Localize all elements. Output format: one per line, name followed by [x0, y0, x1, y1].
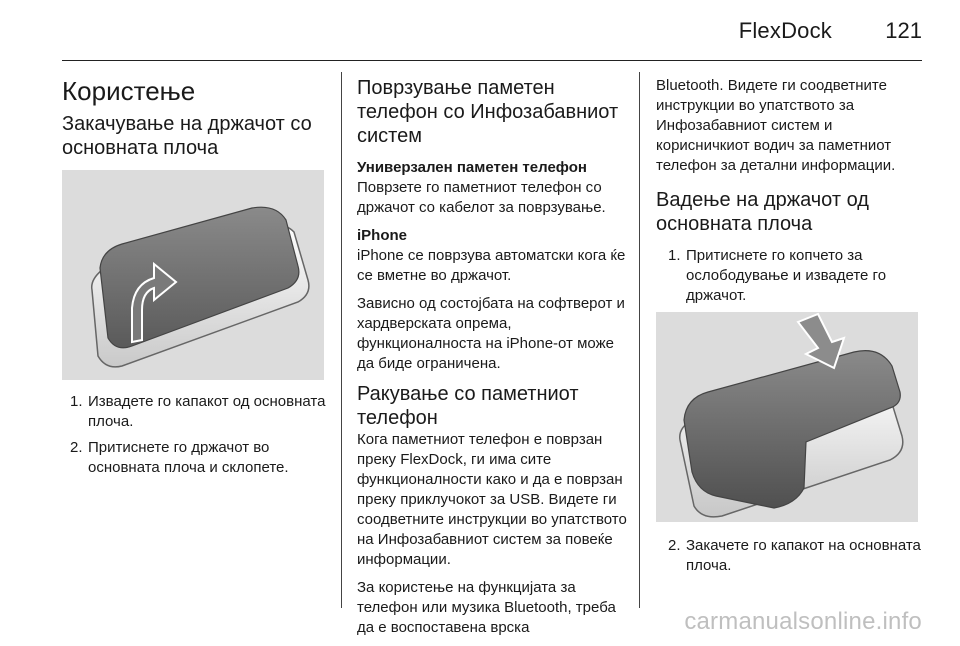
paragraph-bluetooth: За користење на функцијата за телефон или музика Bluetooth, треба да е воспоставена врска — [357, 579, 616, 636]
step-text: Извадете го капакот од основната плоча. — [88, 393, 326, 430]
step-number: 1. — [668, 247, 681, 264]
dock-holder-illustration — [656, 312, 918, 522]
step-number: 1. — [70, 393, 83, 410]
column-3 — [656, 72, 924, 582]
section-heading-usage: Користење — [62, 76, 196, 106]
removal-steps-list-continued — [656, 536, 924, 576]
dock-cover-illustration — [62, 170, 324, 380]
list-item — [62, 438, 327, 478]
step-number: 2. — [668, 537, 681, 554]
paragraph-bluetooth-continued: Bluetooth. Видете ги соодветните инструкции во упатството за Инфозабавниот систем и корисничкиот водич за паметниот телефон за детални информации. — [656, 77, 896, 174]
column-1 — [62, 72, 327, 484]
heading-smartphone-operation: Ракување со паметниот телефон — [357, 383, 579, 429]
watermark: carmanualsonline.info — [684, 608, 922, 635]
step-text: Притиснете го држачот во основната плоча и склопете. — [88, 439, 289, 476]
list-item — [656, 536, 924, 576]
list-item — [656, 246, 924, 306]
paragraph-iphone: iPhone се поврзува автоматски кога ќе се вметне во држачот. — [357, 247, 626, 284]
subheading-iphone: iPhone — [357, 227, 408, 244]
column-divider-2 — [639, 72, 640, 608]
header-rule — [62, 60, 922, 61]
attach-steps-list — [62, 392, 327, 478]
list-item — [62, 392, 327, 432]
subheading-universal-smartphone: Универзален паметен телефон — [357, 159, 587, 176]
step-text: Закачете го капакот на основната плоча. — [686, 537, 921, 574]
column-divider-1 — [341, 72, 342, 608]
step-number: 2. — [70, 439, 83, 456]
removal-steps-list — [656, 246, 924, 306]
paragraph-operation: Кога паметниот телефон е поврзан преку FlexDock, ги има сите функционалности како и да е поврзан преку приклучокот за USB. Видете ги соодветните инструкции во упатството на Инфозабавниот систем за повеќе информации. — [357, 431, 627, 568]
subheading-attach-holder: Закачување на држачот со основната плоча — [62, 113, 312, 159]
header-title: FlexDock — [738, 18, 832, 43]
heading-connect-smartphone: Поврзување паметен телефон со Инфозабавниот систем — [357, 77, 619, 147]
column-2 — [357, 72, 629, 646]
figure-attach-cover — [62, 170, 324, 380]
paragraph-universal-smartphone: Поврзете го паметниот телефон со држачот со кабелот за поврзување. — [357, 179, 606, 216]
page-number: 121 — [885, 18, 922, 43]
figure-remove-holder — [656, 312, 918, 522]
paragraph-depends: Зависно од состојбата на софтверот и хардверската опрема, функционалноста на iPhone-от може да биде ограничена. — [357, 295, 625, 372]
heading-remove-holder: Вадење на држачот од основната плоча — [656, 189, 869, 235]
step-text: Притиснете го копчето за ослободување и извадете го држачот. — [686, 247, 887, 304]
